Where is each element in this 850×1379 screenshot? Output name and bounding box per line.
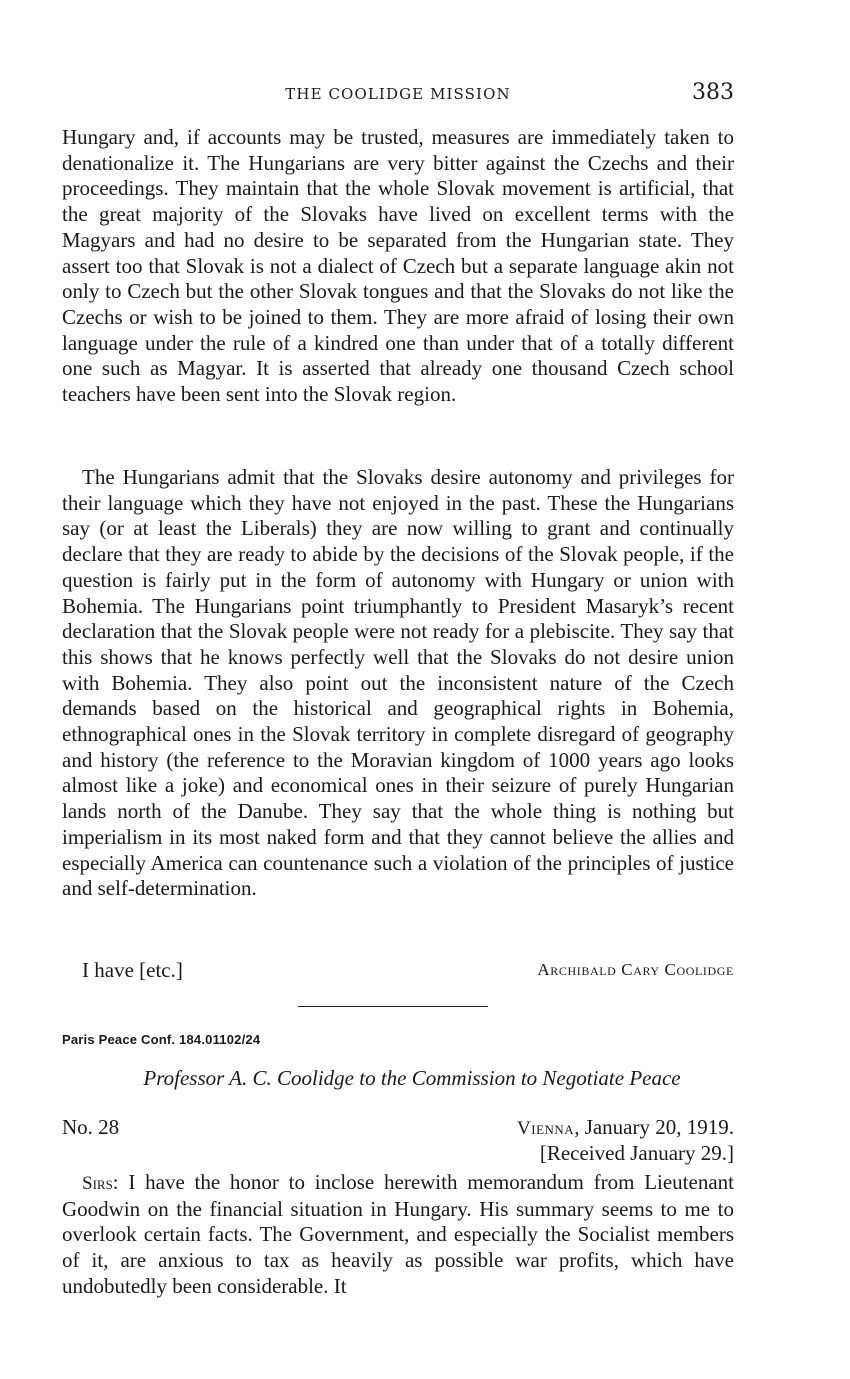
- section-divider: [298, 1006, 488, 1007]
- letter-closing: [62, 958, 734, 984]
- signature: Archibald Cary Coolidge: [537, 960, 734, 979]
- running-header: [62, 82, 734, 108]
- complimentary-close: I have [etc.]: [82, 958, 183, 982]
- dateline-date: , January 20, 1919.: [574, 1115, 734, 1139]
- paragraph-text: [62, 1170, 734, 1300]
- letter2-paragraph-1: [62, 1170, 734, 1300]
- paragraph-text: Hungary and, if accounts may be trusted, measures are immediately taken to denationalize it. The Hungarians are very bitter against the Czechs and their proceedings. They maintain that the whole Slovak movement is artificial, that the great majority of the Slovaks have lived on excellent terms with the Magyars and had no desire to be separated from the Hungarian state. They assert too that Slovak is not a dialect of Czech but a separate language akin not only to Czech but the other Slovak tongues and that the Slovaks do not like the Czechs or wish to be joined to them. They are more afraid of losing their own language under the rule of a kindred one than under that of a totally different one such as Magyar. It is asserted that already one thousand Czech school teachers have been sent into the Slovak region.: [62, 125, 734, 407]
- letter-paragraph-1: [62, 125, 734, 408]
- letter-paragraph-2: [62, 465, 734, 902]
- file-reference: Paris Peace Conf. 184.01102/24: [62, 1032, 261, 1047]
- page-number: 383: [692, 80, 734, 105]
- document-number: No. 28: [62, 1115, 120, 1139]
- salutation: Sirs: [82, 1173, 113, 1194]
- dateline: [517, 1115, 734, 1140]
- document-heading: Professor A. C. Coolidge to the Commission to Negotiate Peace: [143, 1066, 681, 1090]
- received-date: [Received January 29.]: [539, 1141, 734, 1165]
- paragraph-body: : I have the honor to inclose herewith memorandum from Lieutenant Goodwin on the financial situation in Hungary. His summary seems to me to overlook certain facts. The Government, and especially the Socialist members of it, are anxious to tax as heavily as possible war profits, which have undobutedly been considerable. It: [62, 1170, 734, 1298]
- dateline-place: Vienna: [517, 1118, 575, 1139]
- paragraph-text: The Hungarians admit that the Slovaks desire autonomy and privileges for their language which they have not enjoyed in the past. These the Hungarians say (or at least the Liberals) they are now willing to grant and continually declare that they are ready to abide by the decisions of the Slovak people, if the question is fairly put in the form of autonomy with Hungary or union with Bohemia. The Hungarians point triumphantly to President Masaryk’s recent declaration that the Slovak people were not ready for a plebiscite. They say that this shows that he knows perfectly well that the Slovaks do not desire union with Bohemia. They also point out the inconsistent nature of the Czech demands based on the historical and geographical rights in Bohemia, ethnographical ones in the Slovak territory in complete disregard of geography and history (the reference to the Moravian kingdom of 1000 years ago looks almost like a joke) and economical ones in their seizure of purely Hungarian lands north of the Danube. They say that the whole thing is nothing but imperialism in its most naked form and that they cannot believe the allies and especially America can countenance such a violation of the principles of justice and self-determination.: [62, 465, 734, 901]
- running-title: THE COOLIDGE MISSION: [285, 85, 511, 103]
